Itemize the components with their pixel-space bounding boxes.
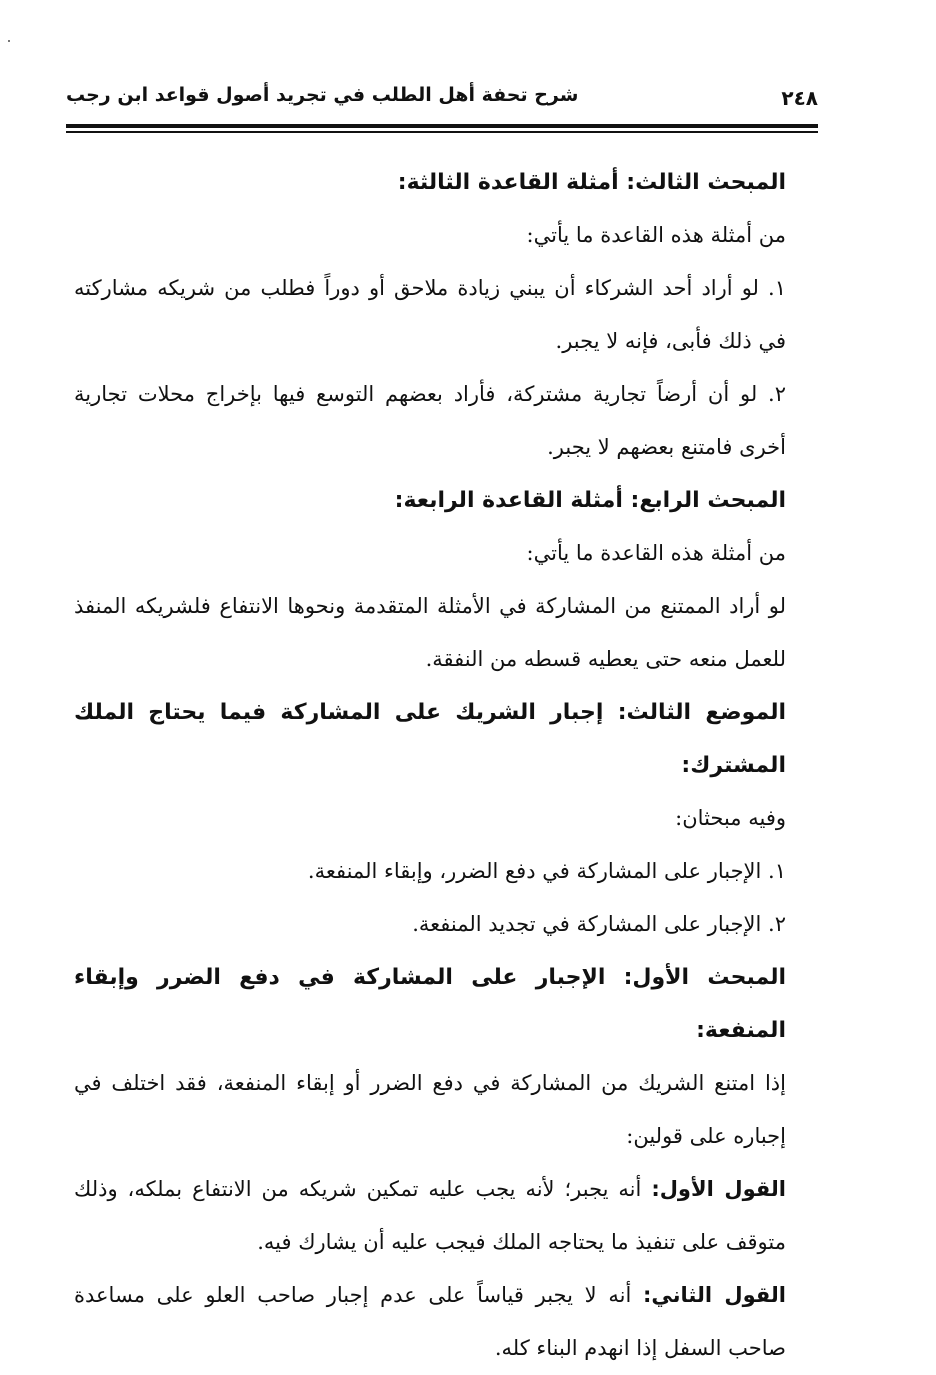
page-body — [74, 156, 818, 1375]
paragraph: من أمثلة هذه القاعدة ما يأتي: — [526, 541, 786, 565]
opinion-text: أنه لا يجبر قياساً على عدم إجبار صاحب العلو على مساعدة صاحب السفل إذا انهدم البناء كله. — [74, 1283, 786, 1360]
page-number: ٢٤٨ — [781, 86, 818, 110]
header-rule-thick — [66, 124, 818, 128]
opinion-paragraph — [74, 1269, 818, 1375]
opinion-label: القول الثاني: — [643, 1283, 787, 1307]
numbered-paragraph: ٢. الإجبار على المشاركة في تجديد المنفعة. — [412, 912, 786, 936]
section-heading: المبحث الثالث: أمثلة القاعدة الثالثة: — [397, 170, 786, 195]
numbered-paragraph: ٢. لو أن أرضاً تجارية مشتركة، فأراد بعضهم التوسع فيها بإخراج محلات تجارية أخرى فامتنع بعضهم لا يجبر. — [74, 382, 786, 459]
paragraph: لو أراد الممتنع من المشاركة في الأمثلة المتقدمة ونحوها الانتفاع فلشريكه المنفذ للعمل منعه حتى يعطيه قسطه من النفقة. — [74, 594, 786, 671]
opinion-text: أنه يجبر؛ لأنه يجب عليه تمكين شريكه من الانتفاع بملكه، وذلك متوقف على تنفيذ ما يحتاجه الملك فيجب عليه أن يشارك فيه. — [74, 1177, 786, 1254]
opinion-label: القول الأول: — [651, 1177, 786, 1201]
page-header — [66, 84, 818, 120]
header-rule-thin — [66, 131, 818, 133]
section-heading: المبحث الأول: الإجبار على المشاركة في دفع الضرر وإبقاء المنفعة: — [74, 965, 786, 1043]
paragraph: من أمثلة هذه القاعدة ما يأتي: — [526, 223, 786, 247]
paragraph: إذا امتنع الشريك من المشاركة في دفع الضرر أو إبقاء المنفعة، فقد اختلف في إجباره على قولين: — [74, 1071, 786, 1148]
section-heading: الموضع الثالث: إجبار الشريك على المشاركة فيما يحتاج الملك المشترك: — [74, 700, 786, 778]
scan-mark — [8, 40, 10, 42]
paragraph: وفيه مبحثان: — [675, 806, 786, 830]
section-heading: المبحث الرابع: أمثلة القاعدة الرابعة: — [394, 488, 786, 513]
opinion-paragraph — [74, 1163, 818, 1269]
numbered-paragraph: ١. لو أراد أحد الشركاء أن يبني زيادة ملاحق أو دوراً فطلب من شريكه مشاركته في ذلك فأبى، فإنه لا يجبر. — [74, 276, 786, 353]
running-title: شرح تحفة أهل الطلب في تجريد أصول قواعد ابن رجب — [66, 84, 579, 106]
numbered-paragraph: ١. الإجبار على المشاركة في دفع الضرر، وإبقاء المنفعة. — [307, 859, 786, 883]
